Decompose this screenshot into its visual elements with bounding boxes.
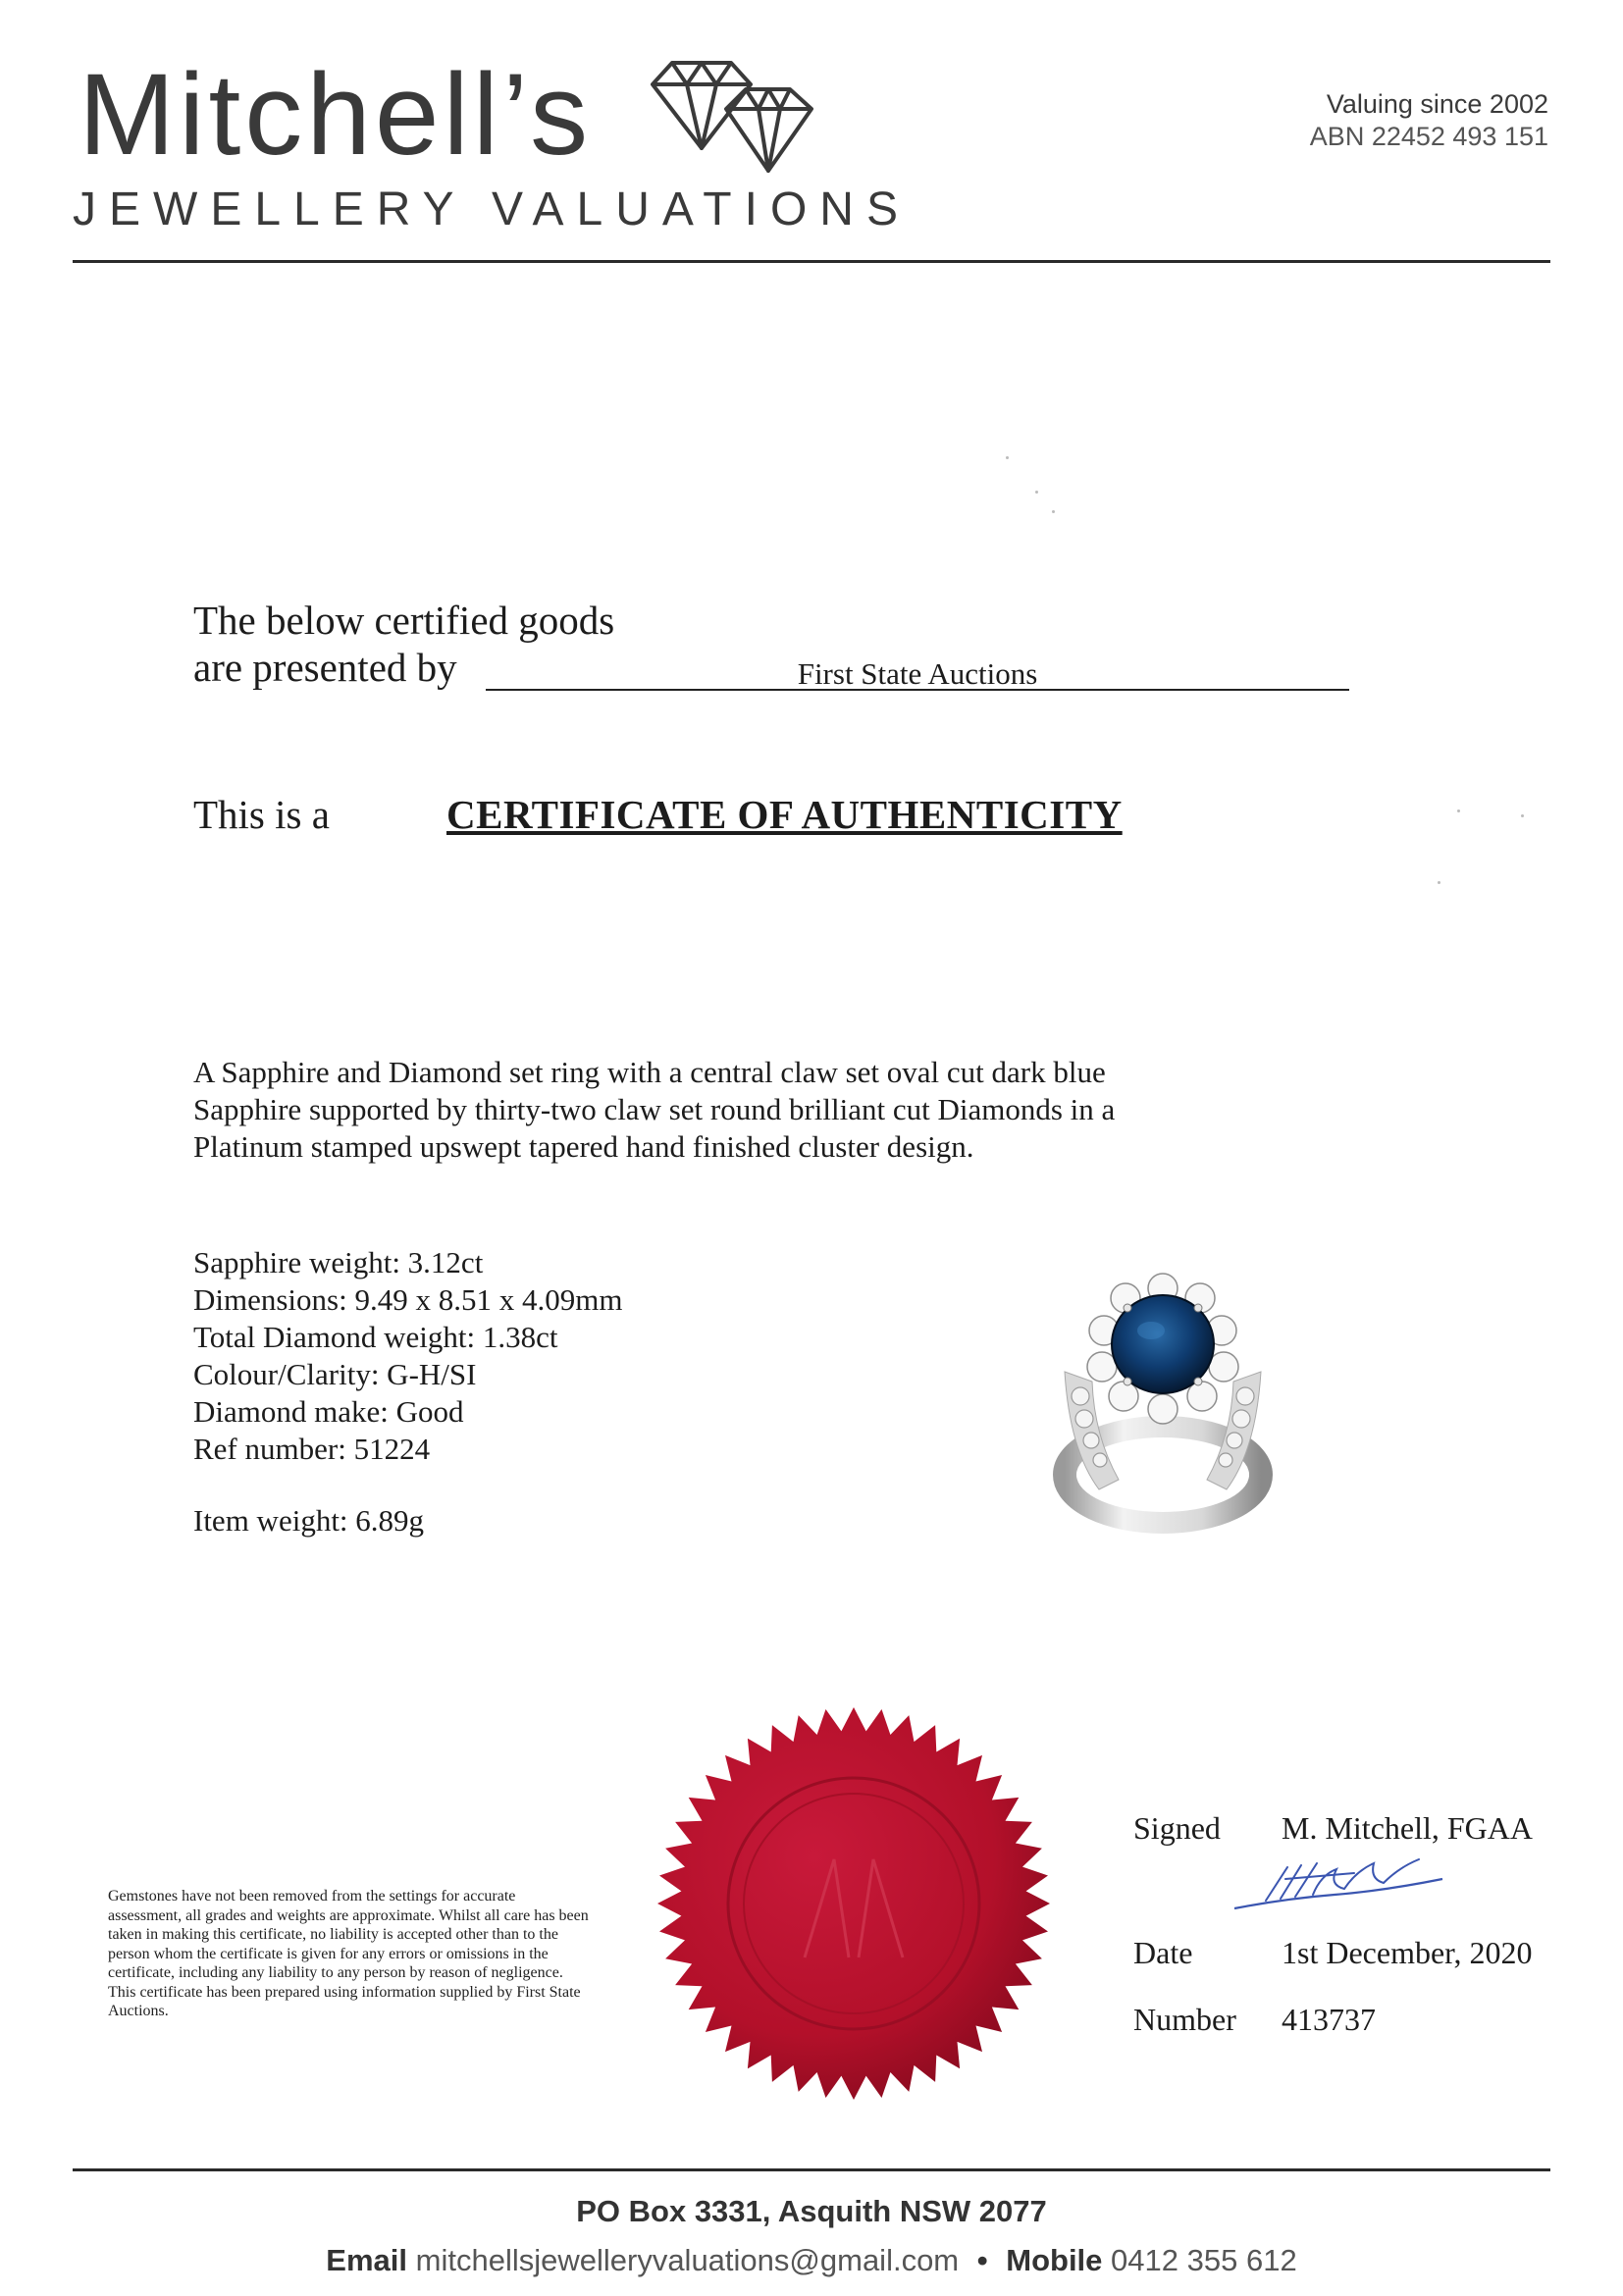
brand-name: Mitchell’s <box>79 50 593 180</box>
certificate-title: CERTIFICATE OF AUTHENTICITY <box>446 792 1123 837</box>
presented-line-1: The below certified goods <box>193 598 615 643</box>
date-value: 1st December, 2020 <box>1282 1935 1533 1970</box>
certificate-number: 413737 <box>1282 2002 1376 2037</box>
wax-seal <box>653 1702 1055 2105</box>
spec-diamond-weight: Total Diamond weight: 1.38ct <box>193 1320 558 1354</box>
number-label: Number <box>1133 2002 1236 2037</box>
presenter-name: First State Auctions <box>486 659 1349 691</box>
footer-address: PO Box 3331, Asquith NSW 2077 <box>576 2194 1047 2228</box>
diamond-logo-icon <box>643 55 819 183</box>
scan-speck <box>1438 881 1440 884</box>
handwritten-signature <box>1227 1850 1452 1918</box>
presented-line-2: are presented by <box>193 645 457 690</box>
mobile-label: Mobile <box>1006 2243 1103 2277</box>
item-weight: Item weight: 6.89g <box>193 1503 425 1538</box>
date-label: Date <box>1133 1935 1193 1970</box>
contact-separator: • <box>976 2243 988 2277</box>
signed-label: Signed <box>1133 1810 1221 1846</box>
spec-diamond-make: Diamond make: Good <box>193 1394 464 1429</box>
scan-speck <box>1457 809 1460 812</box>
brand-subtitle: JEWELLERY VALUATIONS <box>73 183 911 235</box>
spec-list <box>193 1244 622 1468</box>
item-description: A Sapphire and Diamond set ring with a central claw set oval cut dark blue Sapphire supported by thirty-two claw set round brilliant cut Diamonds in a Platinum stamped upswept tapered hand finished cluster design. <box>193 1055 1116 1164</box>
header-divider <box>73 260 1550 263</box>
abn-number: ABN 22452 493 151 <box>1309 122 1548 151</box>
email-address[interactable]: mitchellsjewelleryvaluations@gmail.com <box>415 2243 960 2277</box>
disclaimer-text: Gemstones have not been removed from the settings for accurate assessment, all grades and weights are approximate. Whilst all care has been taken in making this certificate, no liability is accepted other than to the person whom the certificate is given for any errors or omissions in the certificate, including any liability to any person by reason of negligence. This certificate has been prepared using information supplied by First State Auctions. <box>108 1888 589 2019</box>
scan-speck <box>1521 814 1524 817</box>
tagline: Valuing since 2002 <box>1326 89 1548 119</box>
spec-colour-clarity: Colour/Clarity: G-H/SI <box>193 1357 477 1391</box>
spec-dimensions: Dimensions: 9.49 x 8.51 x 4.09mm <box>193 1282 623 1317</box>
spec-ref-number: Ref number: 51224 <box>193 1432 431 1466</box>
email-label: Email <box>326 2243 408 2277</box>
ring-photo <box>1045 1254 1281 1539</box>
spec-sapphire-weight: Sapphire weight: 3.12ct <box>193 1245 484 1279</box>
scan-speck <box>1006 456 1009 459</box>
certificate-lead: This is a <box>193 792 330 837</box>
footer-contact <box>0 2243 1623 2278</box>
signatory-name: M. Mitchell, FGAA <box>1282 1810 1533 1846</box>
scan-speck <box>1052 510 1055 513</box>
scan-speck <box>1035 491 1038 494</box>
mobile-number[interactable]: 0412 355 612 <box>1111 2243 1297 2277</box>
footer-divider <box>73 2168 1550 2171</box>
